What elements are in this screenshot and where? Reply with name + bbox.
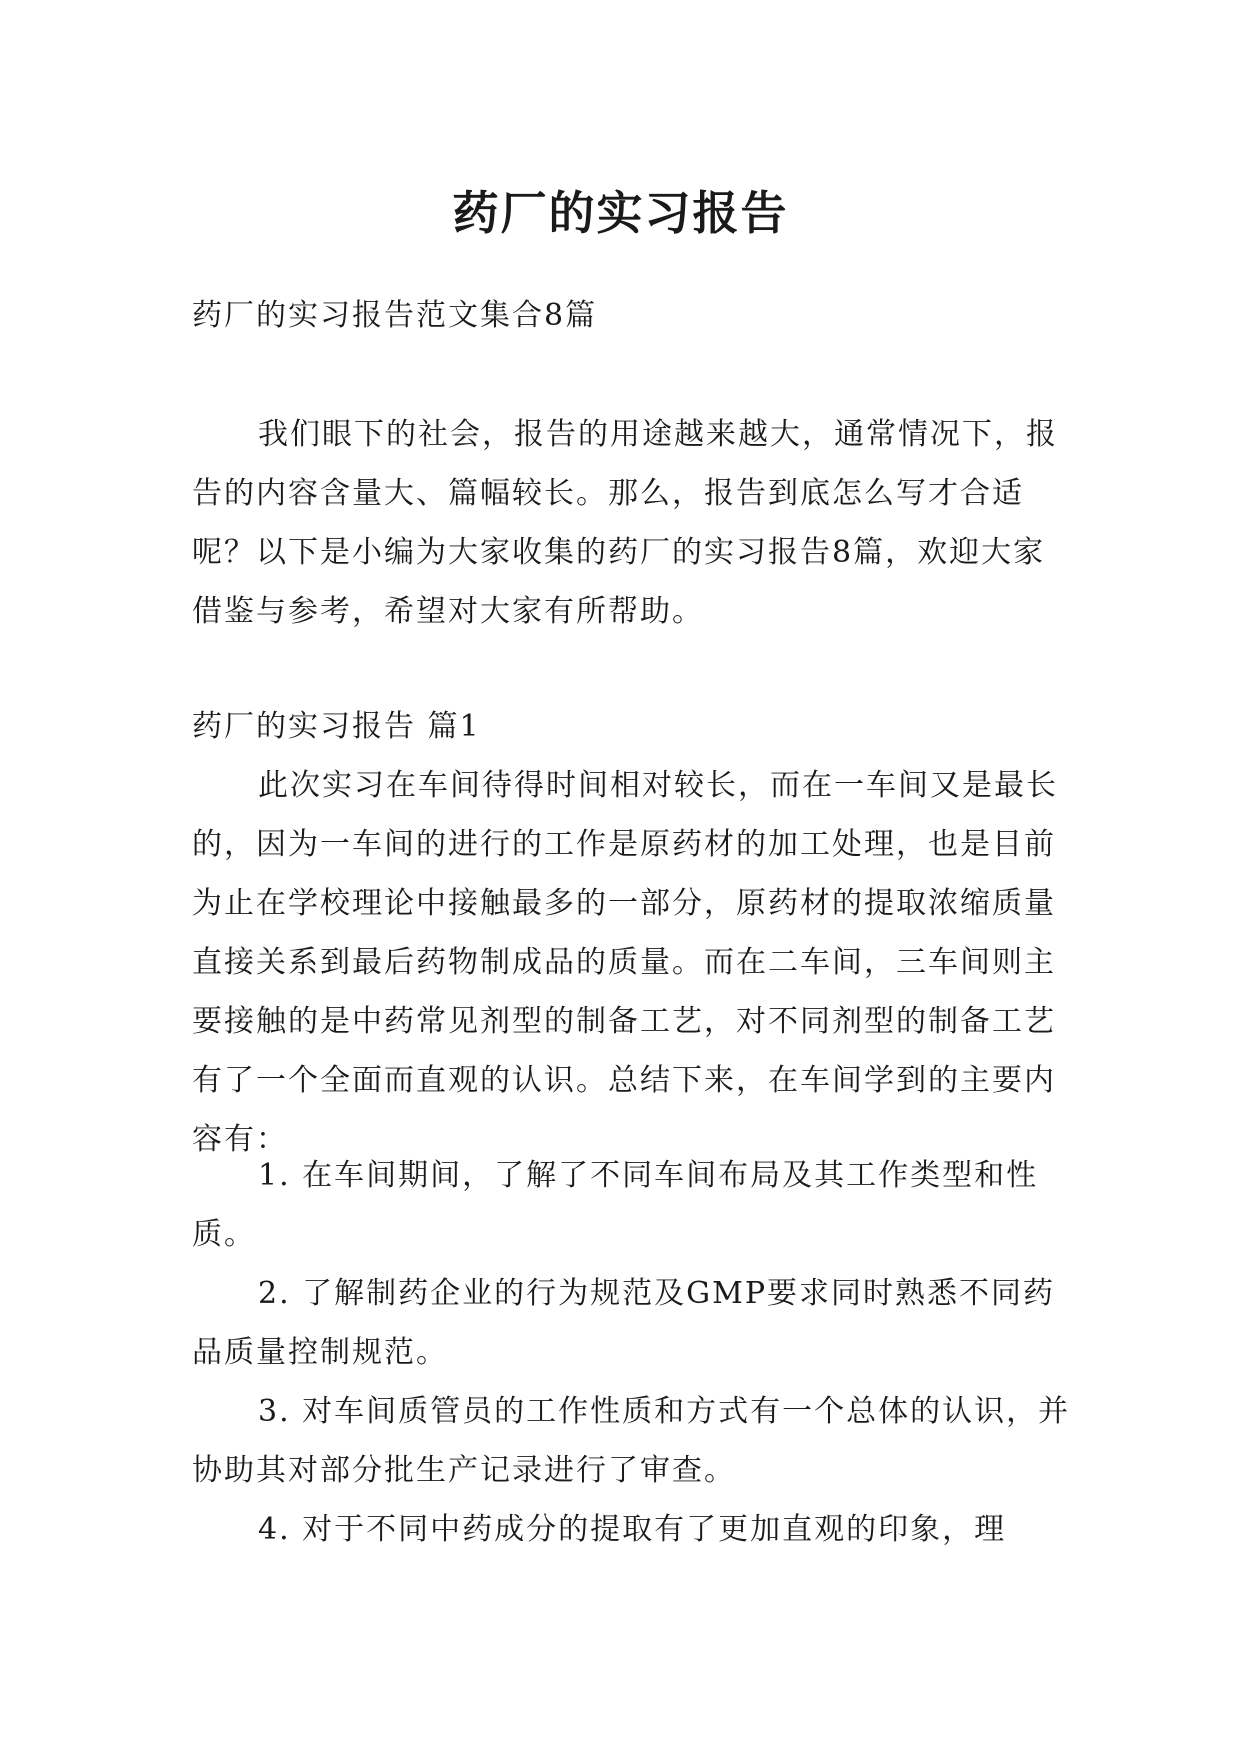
list-item: 4. 对于不同中药成分的提取有了更加直观的印象，理 (258, 1512, 1007, 1547)
list-item: 1. 在车间期间，了解了不同车间布局及其工作类型和性质。 (192, 1158, 1039, 1252)
body-paragraph: 此次实习在车间待得时间相对较长，而在一车间又是最长的，因为一车间的进行的工作是原药材的加工处理，也是目前为止在学校理论中接触最多的一部分，原药材的提取浓缩质量直接关系到最后药物制成品的质量。而在二车间，三车间则主要接触的是中药常见剂型的制备工艺，对不同剂型的制备工艺有了一个全面而直观的认识。总结下来，在车间学到的主要内容有： (192, 768, 1058, 1157)
intro-paragraph: 我们眼下的社会，报告的用途越来越大，通常情况下，报告的内容含量大、篇幅较长。那么，报告到底怎么写才合适呢？以下是小编为大家收集的药厂的实习报告8篇，欢迎大家借鉴与参考，希望对大家有所帮助。 (192, 417, 1058, 629)
document-title: 药厂的实习报告 (452, 185, 789, 240)
list-item: 3. 对车间质管员的工作性质和方式有一个总体的认识，并协助其对部分批生产记录进行了审查。 (192, 1394, 1071, 1488)
list-item: 2. 了解制药企业的行为规范及GMP要求同时熟悉不同药品质量控制规范。 (192, 1276, 1056, 1370)
document-subtitle: 药厂的实习报告范文集合8篇 (192, 298, 598, 333)
section-heading: 药厂的实习报告 篇1 (192, 709, 481, 744)
